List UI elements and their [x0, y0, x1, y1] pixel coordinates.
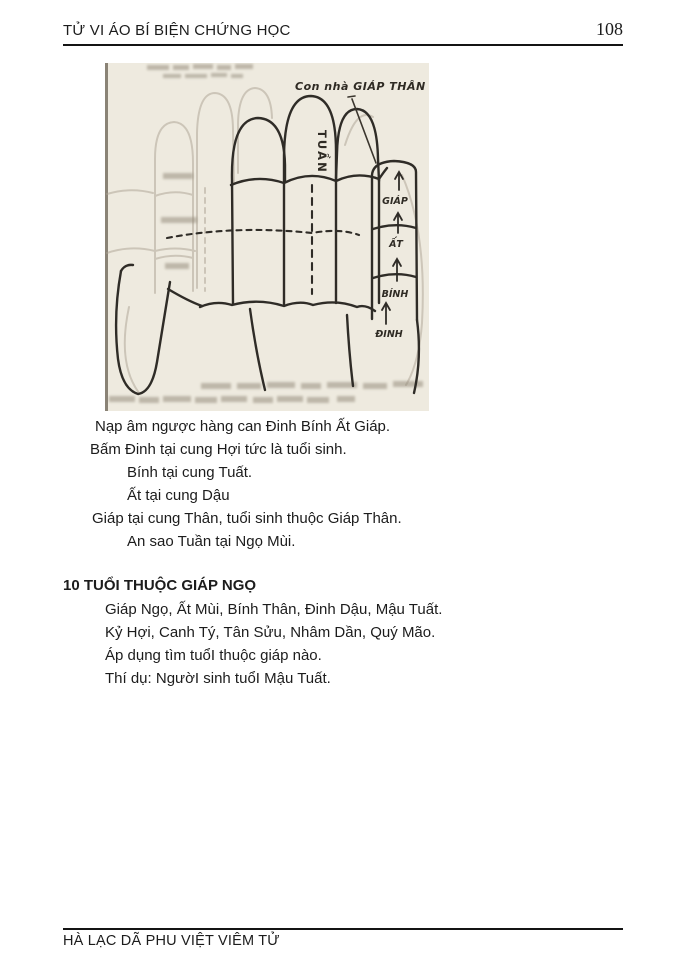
page-footer-text: HÀ LẠC DÃ PHU VIỆT VIÊM TỬ [63, 933, 280, 949]
body-line: Kỷ Hợi, Canh Tý, Tân Sửu, Nhâm Dần, Quý Mão. [105, 624, 436, 641]
body-line: Giáp Ngọ, Ất Mùi, Bính Thân, Đinh Dậu, Mậu Tuất. [105, 601, 443, 618]
body-line: Bính tại cung Tuất. [127, 464, 253, 481]
at-label: ẤT [389, 239, 403, 250]
annotation-text: Con nhà GIÁP THÂN [295, 80, 426, 93]
body-line: Thí dụ: NgườI sinh tuổI Mậu Tuất. [105, 670, 331, 687]
body-line: Áp dụng tìm tuổI thuộc giáp nào. [105, 647, 322, 664]
page-header-title: TỬ VI ÁO BÍ BIỆN CHỨNG HỌC [63, 22, 291, 39]
binh-label: BÍNH [381, 289, 409, 300]
tuan-label: TUẦN [315, 130, 329, 174]
hand-diagram-svg [105, 63, 429, 411]
body-line: Bấm Đinh tại cung Hợi tức là tuổi sinh. [90, 441, 347, 458]
header-rule [63, 44, 623, 46]
body-line: An sao Tuần tại Ngọ Mùi. [127, 533, 296, 550]
hand-outline [116, 96, 419, 394]
giap-label: GIÁP [382, 196, 408, 207]
body-line: Ất tại cung Dậu [127, 487, 230, 504]
page-number: 108 [596, 19, 623, 39]
scanned-hand-figure [105, 63, 429, 411]
dashed-guides [167, 185, 359, 294]
section-heading: 10 TUỔI THUỘC GIÁP NGỌ [63, 577, 257, 594]
annotation-pointer-line [348, 96, 376, 163]
dinh-label: ĐINH [375, 329, 403, 340]
footer-rule [63, 928, 623, 930]
body-line: Giáp tại cung Thân, tuổi sinh thuộc Giáp Thân. [92, 510, 402, 527]
body-line: Nạp âm ngược hàng can Đinh Bính Ất Giáp. [95, 418, 391, 435]
bleedthrough-text [109, 64, 423, 403]
